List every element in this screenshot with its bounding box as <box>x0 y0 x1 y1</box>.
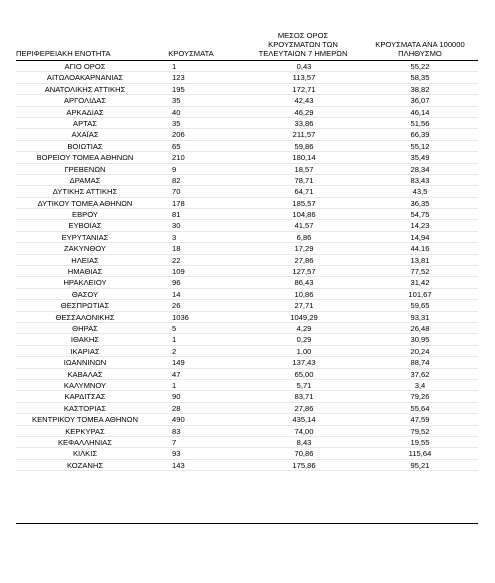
cell-region: ΗΡΑΚΛΕΙΟΥ <box>63 278 107 288</box>
cell-region: ΚΑΒΑΛΑΣ <box>67 369 103 379</box>
cell-region: ΘΑΣΟΥ <box>71 289 99 299</box>
table-row <box>16 175 478 186</box>
table-row <box>16 357 478 368</box>
cell-7day-average: 83,71 <box>294 392 314 402</box>
cell-region: ΚΕΦΑΛΛΗΝΙΑΣ <box>57 437 113 447</box>
cell-region: ΚΕΡΚΥΡΑΣ <box>65 426 105 436</box>
cell-7day-average: 175,86 <box>292 460 316 470</box>
cell-region: ΑΡΚΑΔΙΑΣ <box>66 107 104 117</box>
table-row <box>16 414 478 425</box>
table-row <box>16 255 478 266</box>
cell-7day-average: 78,71 <box>294 175 314 185</box>
cell-cases-per-100k: 35,49 <box>410 153 430 163</box>
cell-cases-per-100k: 101,67 <box>408 289 432 299</box>
table-row <box>16 232 478 243</box>
table-row <box>16 95 478 106</box>
cell-cases: 40 <box>172 107 181 117</box>
cell-region: ΑΝΑΤΟΛΙΚΗΣ ΑΤΤΙΚΗΣ <box>44 84 126 94</box>
cell-cases-per-100k: 31,42 <box>410 278 430 288</box>
cell-region: ΚΕΝΤΡΙΚΟΥ ΤΟΜΕΑ ΑΘΗΝΩΝ <box>32 415 138 425</box>
cell-7day-average: 0,29 <box>296 335 312 345</box>
cell-7day-average: 65,00 <box>294 369 314 379</box>
cell-cases: 1036 <box>172 312 189 322</box>
cell-region: ΘΕΣΠΡΩΤΙΑΣ <box>60 301 110 311</box>
table-row <box>16 129 478 140</box>
table-row <box>16 107 478 118</box>
cell-region: ΑΓΙΟ ΟΡΟΣ <box>64 62 106 71</box>
cell-region: ΙΘΑΚΗΣ <box>70 335 100 345</box>
header-cases: ΚΡΟΥΣΜΑΤΑ <box>168 49 214 58</box>
cell-7day-average: 5,71 <box>296 380 312 390</box>
cell-region: ΙΩΑΝΝΙΝΩΝ <box>63 358 107 368</box>
cell-cases-per-100k: 55,64 <box>410 403 430 413</box>
header-cases-per-100k: ΚΡΟΥΣΜΑΤΑ ΑΝΑ 100000 ΠΛΗΘΥΣΜΟ <box>375 40 465 58</box>
table-row <box>16 118 478 129</box>
cell-7day-average: 4,29 <box>296 323 312 333</box>
table-row <box>16 72 478 83</box>
cell-7day-average: 27,71 <box>294 301 314 311</box>
cell-region: ΘΗΡΑΣ <box>72 323 98 333</box>
cell-7day-average: 33,86 <box>294 118 314 128</box>
cell-7day-average: 6,86 <box>296 232 312 242</box>
cell-7day-average: 74,00 <box>294 426 314 436</box>
cell-7day-average: 17,29 <box>294 244 314 254</box>
cell-region: ΖΑΚΥΝΘΟΥ <box>64 244 106 254</box>
cell-region: ΚΑΛΥΜΝΟΥ <box>63 380 107 390</box>
cell-7day-average: 59,86 <box>294 141 314 151</box>
header-region: ΠΕΡΙΦΕΡΕΙΑΚΗ ΕΝΟΤΗΤΑ <box>16 49 111 58</box>
data-table <box>16 14 478 471</box>
cell-region: ΑΡΤΑΣ <box>73 118 97 128</box>
cell-region: ΑΧΑΪΑΣ <box>71 130 99 140</box>
cell-7day-average: 127,57 <box>292 267 316 277</box>
cell-7day-average: 18,57 <box>294 164 314 174</box>
table-row <box>16 84 478 95</box>
cell-cases-per-100k: 47,59 <box>410 415 430 425</box>
table-body <box>16 61 478 471</box>
cell-7day-average: 42,43 <box>294 96 314 106</box>
cell-cases: 143 <box>172 460 185 470</box>
cell-7day-average: 27,86 <box>294 255 314 265</box>
table-header <box>16 14 478 60</box>
cell-region: ΔΥΤΙΚΗΣ ΑΤΤΙΚΗΣ <box>52 187 118 197</box>
cell-cases: 123 <box>172 73 185 83</box>
cell-cases: 149 <box>172 358 185 368</box>
table-row <box>16 277 478 288</box>
cell-cases-per-100k: 36,07 <box>410 96 430 106</box>
cell-cases: 210 <box>172 153 185 163</box>
header-7day-average: ΜΕΣΟΣ ΟΡΟΣ ΚΡΟΥΣΜΑΤΩΝ ΤΩΝ ΤΕΛΕΥΤΑΙΩΝ 7 ΗΜΕΡΩΝ <box>258 31 348 58</box>
cell-cases-per-100k: 66,39 <box>410 130 430 140</box>
cell-region: ΓΡΕΒΕΝΩΝ <box>64 164 106 174</box>
cell-cases: 35 <box>172 96 181 106</box>
table-row <box>16 300 478 311</box>
cell-cases-per-100k: 38,82 <box>410 84 430 94</box>
table-row <box>16 164 478 175</box>
cell-cases-per-100k: 3,4 <box>414 380 426 390</box>
table-row <box>16 243 478 254</box>
cell-cases: 206 <box>172 130 185 140</box>
cell-cases-per-100k: 59,65 <box>410 301 430 311</box>
cell-cases-per-100k: 79,52 <box>410 426 430 436</box>
cell-cases: 1 <box>172 62 177 71</box>
cell-region: ΚΑΣΤΟΡΙΑΣ <box>63 403 107 413</box>
cell-region: ΙΚΑΡΙΑΣ <box>70 346 100 356</box>
cell-cases-per-100k: 14,94 <box>410 232 430 242</box>
cell-7day-average: 180,14 <box>292 153 316 163</box>
cell-region: ΒΟΡΕΙΟΥ ΤΟΜΕΑ ΑΘΗΝΩΝ <box>36 153 134 163</box>
cell-7day-average: 70,86 <box>294 449 314 459</box>
cell-cases: 1 <box>172 380 177 390</box>
table-bottom-divider <box>16 523 478 524</box>
cell-7day-average: 8,43 <box>296 437 312 447</box>
table-row <box>16 380 478 391</box>
cell-cases-per-100k: 83,43 <box>410 175 430 185</box>
cell-region: ΘΕΣΣΑΛΟΝΙΚΗΣ <box>55 312 115 322</box>
cell-cases-per-100k: 93,31 <box>410 312 430 322</box>
cell-region: ΒΟΙΩΤΙΑΣ <box>67 141 103 151</box>
cell-region: ΕΒΡΟΥ <box>72 210 98 220</box>
cell-cases: 195 <box>172 84 185 94</box>
cell-cases-per-100k: 115,64 <box>408 449 432 459</box>
cell-7day-average: 64,71 <box>294 187 314 197</box>
table-row <box>16 323 478 334</box>
cell-region: ΑΡΓΟΛΙΔΑΣ <box>63 96 107 106</box>
table-row <box>16 152 478 163</box>
cell-region: ΗΜΑΘΙΑΣ <box>67 267 103 277</box>
cell-region: ΚΑΡΔΙΤΣΑΣ <box>64 392 106 402</box>
table-row <box>16 312 478 323</box>
cell-7day-average: 1049,29 <box>290 312 318 322</box>
cell-cases: 28 <box>172 403 181 413</box>
cell-cases: 18 <box>172 244 181 254</box>
table-row <box>16 334 478 345</box>
cell-7day-average: 86,43 <box>294 278 314 288</box>
cell-cases: 47 <box>172 369 181 379</box>
cell-region: ΔΥΤΙΚΟΥ ΤΟΜΕΑ ΑΘΗΝΩΝ <box>37 198 133 208</box>
table-row <box>16 141 478 152</box>
table-row <box>16 391 478 402</box>
cell-cases-per-100k: 55,22 <box>410 62 430 71</box>
cell-cases: 83 <box>172 426 181 436</box>
table-row <box>16 403 478 414</box>
cell-cases-per-100k: 28,34 <box>410 164 430 174</box>
cell-region: ΗΛΕΙΑΣ <box>71 255 99 265</box>
cell-cases: 22 <box>172 255 181 265</box>
table-row <box>16 289 478 300</box>
table-row <box>16 346 478 357</box>
cell-cases: 30 <box>172 221 181 231</box>
cell-7day-average: 435,14 <box>292 415 316 425</box>
cell-cases-per-100k: 19,55 <box>410 437 430 447</box>
cell-cases-per-100k: 44,16 <box>410 244 430 254</box>
cell-cases: 490 <box>172 415 185 425</box>
table-row <box>16 437 478 448</box>
cell-7day-average: 1,00 <box>296 346 312 356</box>
table-row <box>16 61 478 72</box>
cell-7day-average: 41,57 <box>294 221 314 231</box>
cell-7day-average: 0,43 <box>296 62 312 71</box>
cell-cases: 26 <box>172 301 181 311</box>
cell-7day-average: 10,86 <box>294 289 314 299</box>
table-row <box>16 198 478 209</box>
table-row <box>16 220 478 231</box>
table-row <box>16 369 478 380</box>
cell-7day-average: 113,57 <box>292 73 316 83</box>
cell-cases-per-100k: 77,52 <box>410 267 430 277</box>
cell-cases: 81 <box>172 210 181 220</box>
table-row <box>16 448 478 459</box>
cell-cases-per-100k: 54,75 <box>410 210 430 220</box>
cell-cases-per-100k: 88,74 <box>410 358 430 368</box>
table-row <box>16 426 478 437</box>
cell-cases: 9 <box>172 164 177 174</box>
cell-cases: 93 <box>172 449 181 459</box>
cell-7day-average: 172,71 <box>292 84 316 94</box>
cell-region: ΚΙΛΚΙΣ <box>72 449 98 459</box>
cell-cases-per-100k: 46,14 <box>410 107 430 117</box>
cell-cases-per-100k: 14,23 <box>410 221 430 231</box>
cell-cases-per-100k: 20,24 <box>410 346 430 356</box>
cell-7day-average: 137,43 <box>292 358 316 368</box>
cell-cases: 1 <box>172 335 177 345</box>
cell-cases-per-100k: 37,62 <box>410 369 430 379</box>
cell-cases-per-100k: 51,56 <box>410 118 430 128</box>
cell-cases: 5 <box>172 323 177 333</box>
cell-cases-per-100k: 26,48 <box>410 323 430 333</box>
cell-7day-average: 185,57 <box>292 198 316 208</box>
table-row <box>16 209 478 220</box>
cell-cases-per-100k: 79,26 <box>410 392 430 402</box>
cell-cases: 65 <box>172 141 181 151</box>
cell-cases: 178 <box>172 198 185 208</box>
cell-cases: 96 <box>172 278 181 288</box>
cell-cases: 2 <box>172 346 177 356</box>
cell-cases: 82 <box>172 175 181 185</box>
table-row <box>16 460 478 471</box>
cell-region: ΔΡΑΜΑΣ <box>69 175 101 185</box>
cell-7day-average: 27,86 <box>294 403 314 413</box>
cell-cases-per-100k: 30,95 <box>410 335 430 345</box>
table-row <box>16 186 478 197</box>
cell-cases-per-100k: 55,12 <box>410 141 430 151</box>
cell-cases-per-100k: 13,81 <box>410 255 430 265</box>
table-row <box>16 266 478 277</box>
cell-7day-average: 46,29 <box>294 107 314 117</box>
cell-cases: 14 <box>172 289 181 299</box>
cell-cases: 90 <box>172 392 181 402</box>
cell-region: ΑΙΤΩΛΟΑΚΑΡΝΑΝΙΑΣ <box>46 73 124 83</box>
cell-cases: 7 <box>172 437 177 447</box>
cell-cases-per-100k: 58,35 <box>410 73 430 83</box>
cell-region: ΚΟΖΑΝΗΣ <box>66 460 104 470</box>
cell-region: ΕΥΡΥΤΑΝΙΑΣ <box>61 232 109 242</box>
cell-cases-per-100k: 43,5 <box>412 187 428 197</box>
cell-7day-average: 211,57 <box>292 130 316 140</box>
cell-cases: 35 <box>172 118 181 128</box>
cell-cases-per-100k: 36,35 <box>410 198 430 208</box>
cell-cases: 3 <box>172 232 177 242</box>
cell-cases: 109 <box>172 267 185 277</box>
cell-cases: 70 <box>172 187 181 197</box>
cell-cases-per-100k: 95,21 <box>410 460 430 470</box>
cell-region: ΕΥΒΟΙΑΣ <box>68 221 102 231</box>
cell-7day-average: 104,86 <box>292 210 316 220</box>
